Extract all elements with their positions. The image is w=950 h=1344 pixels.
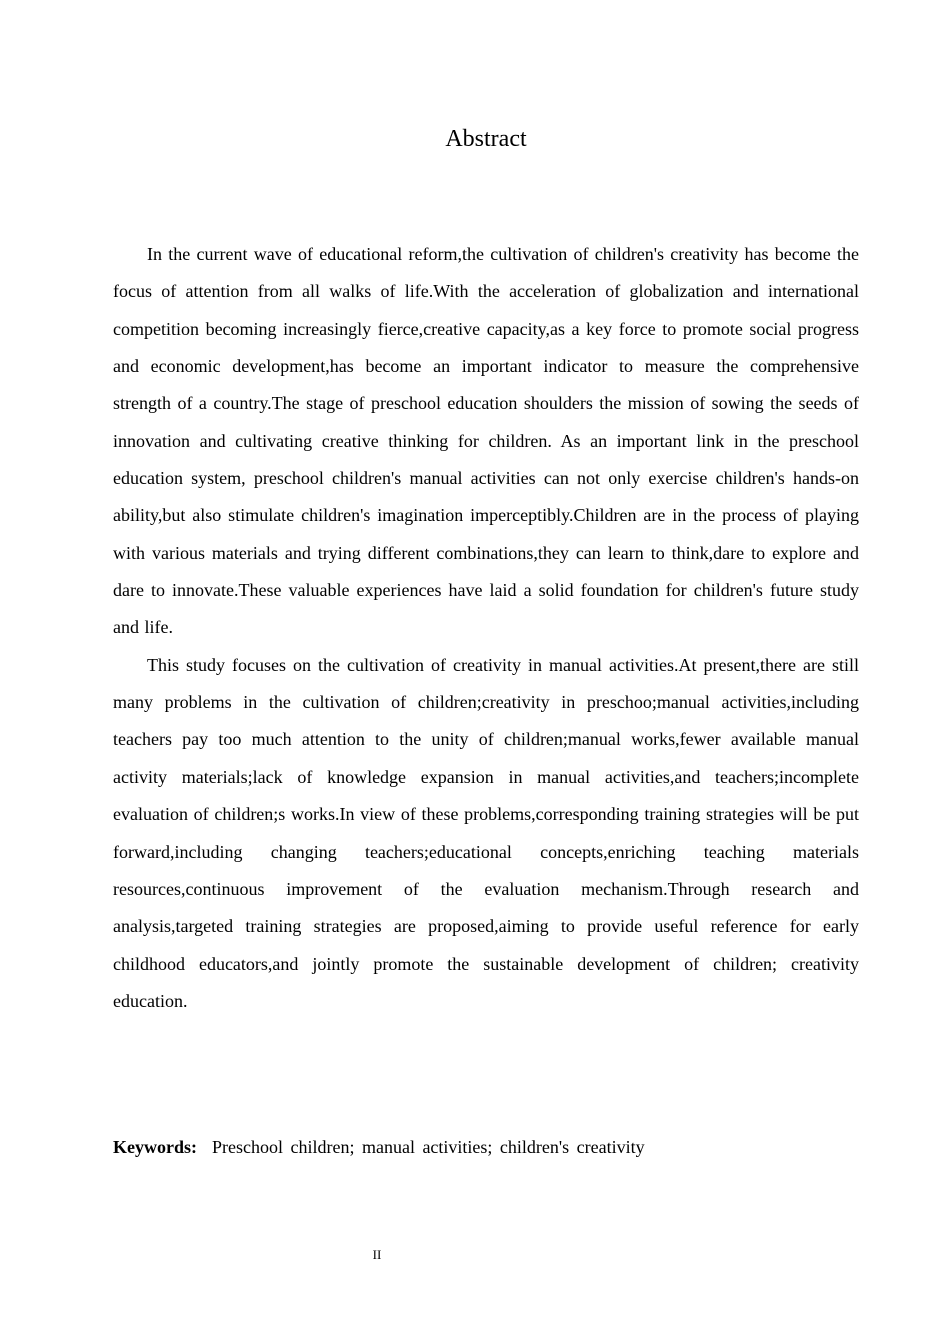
- page-number: II: [372, 1247, 382, 1262]
- page-title: Abstract: [445, 126, 527, 152]
- keywords-label: Keywords:: [113, 1137, 197, 1157]
- abstract-paragraph-1: In the current wave of educational reform,the cultivation of children's creativity has become the focus of attention from all walks of life.With the acceleration of globalization and international competition becoming increasingly fierce,creative capacity,as a key force to promote social progress and economic development,has become an important indicator to measure the comprehensive strength of a country.The stage of preschool education shoulders the mission of sowing the seeds of innovation and cultivating creative thinking for children. As an important link in the preschool education system, preschool children's manual activities can not only exercise children's hands-on ability,but also stimulate children's imagination imperceptibly.Children are in the process of playing with various materials and trying different combinations,they can learn to think,dare to explore and dare to innovate.These valuable experiences have laid a solid foundation for children's future study and life.: [113, 244, 859, 638]
- abstract-paragraph-2: This study focuses on the cultivation of creativity in manual activities.At present,there are still many problems in the cultivation of children;creativity in preschoo;manual activities,including teachers pay too much attention to the unity of children;manual works,fewer available manual activity materials;lack of knowledge expansion in manual activities,and teachers;incomplete evaluation of children;s works.In view of these problems,corresponding training strategies will be put forward,including changing teachers;educational concepts,enriching teaching materials resources,continuous improvement of the evaluation mechanism.Through research and analysis,targeted training strategies are proposed,aiming to provide useful reference for early childhood educators,and jointly promote the sustainable development of children; creativity education.: [113, 654, 859, 1011]
- keywords-text: Preschool children; manual activities; children's creativity: [212, 1137, 645, 1157]
- keywords-line: [113, 1129, 859, 1166]
- abstract-body: [113, 236, 859, 1020]
